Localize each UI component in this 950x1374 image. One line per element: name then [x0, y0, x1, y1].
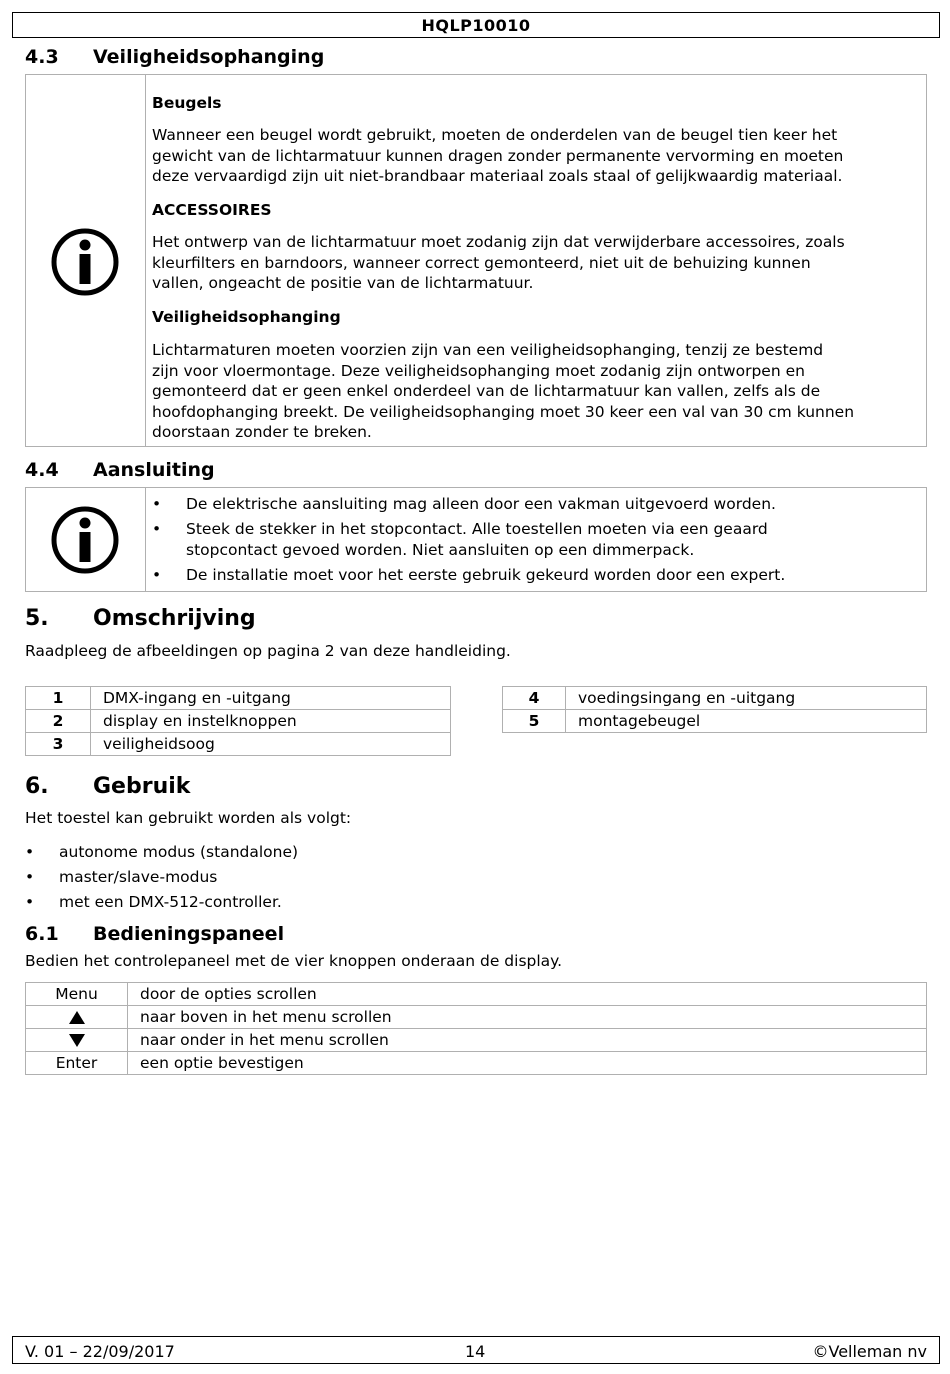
section-number: 4.3	[25, 46, 59, 68]
section-6-intro: Het toestel kan gebruikt worden als volgt:	[25, 809, 352, 827]
section-number: 6.1	[25, 923, 59, 945]
bullet: •	[25, 843, 35, 861]
model-title: HQLP10010	[421, 16, 531, 35]
section-5-heading	[25, 606, 525, 636]
section-title: Omschrijving	[93, 606, 256, 631]
section-6-1-intro: Bedien het controlepaneel met de vier knoppen onderaan de display.	[25, 952, 563, 970]
parts-table-right	[502, 686, 927, 733]
bullet: •	[25, 868, 35, 886]
list-item: • master/slave-modus	[25, 868, 218, 886]
control-panel-table	[25, 982, 927, 1075]
table-row: 1 DMX-ingang en -uitgang	[26, 687, 451, 710]
key-menu: Menu	[26, 983, 128, 1006]
page-header	[12, 12, 940, 38]
key-enter: Enter	[26, 1052, 128, 1075]
subheading-accessoires: ACCESSOIRES	[152, 201, 272, 219]
version-date: V. 01 – 22/09/2017	[25, 1342, 175, 1361]
section-title: Veiligheidsophanging	[93, 46, 325, 68]
list-item: • Steek de stekker in het stopcontact. Alle toestellen moeten via een geaard stopcontact gevoed worden. Niet aansluiten op een dimmerpack.	[152, 520, 768, 559]
table-row: naar boven in het menu scrollen	[26, 1006, 927, 1029]
table-row: 5 montagebeugel	[503, 710, 927, 733]
page-footer	[12, 1336, 940, 1364]
bullet: •	[152, 495, 162, 513]
icon-cell	[26, 488, 146, 591]
table-row: 3 veiligheidsoog	[26, 733, 451, 756]
section-4-3-heading	[25, 46, 525, 72]
list-item: • De elektrische aansluiting mag alleen door een vakman uitgevoerd worden.	[152, 495, 776, 513]
info-icon	[51, 228, 119, 296]
subheading-beugels: Beugels	[152, 94, 222, 112]
bullet: •	[25, 893, 35, 911]
section-4-4-heading	[25, 459, 525, 485]
bullet: •	[152, 520, 162, 538]
section-number: 4.4	[25, 459, 59, 481]
table-row: Menu door de opties scrollen	[26, 983, 927, 1006]
info-icon	[51, 506, 119, 574]
section-6-heading	[25, 774, 525, 804]
paragraph-beugels: Wanneer een beugel wordt gebruikt, moeten de onderdelen van de beugel tien keer het gewicht van de lichtarmatuur kunnen dragen zonder permanente vervorming en moeten deze vervaardigd zijn uit niet-brandbaar materiaal zoals staal of gelijkwaardig materiaal.	[152, 126, 844, 186]
parts-table-left	[25, 686, 451, 756]
key-up	[26, 1006, 128, 1029]
subheading-veiligheidsophanging: Veiligheidsophanging	[152, 308, 341, 326]
paragraph-accessoires: Het ontwerp van de lichtarmatuur moet zodanig zijn dat verwijderbare accessoires, zoals kleurfilters en barndoors, wanneer correct gemonteerd, niet uit de behuizing kunnen vallen, ongeacht de positie van de lichtarmatuur.	[152, 233, 845, 293]
section-title: Gebruik	[93, 774, 191, 799]
table-row: 4 voedingsingang en -uitgang	[503, 687, 927, 710]
table-row: naar onder in het menu scrollen	[26, 1029, 927, 1052]
section-title: Bedieningspaneel	[93, 923, 285, 945]
down-triangle-icon	[69, 1034, 85, 1047]
section-number: 6.	[25, 774, 49, 799]
table-row: Enter een optie bevestigen	[26, 1052, 927, 1075]
list-item: • autonome modus (standalone)	[25, 843, 299, 861]
section-title: Aansluiting	[93, 459, 215, 481]
list-item: • met een DMX-512-controller.	[25, 893, 282, 911]
safety-suspension-box	[25, 74, 927, 447]
section-5-intro: Raadpleeg de afbeeldingen op pagina 2 van deze handleiding.	[25, 642, 511, 660]
section-number: 5.	[25, 606, 49, 631]
copyright: ©Velleman nv	[812, 1342, 927, 1361]
bullet: •	[152, 566, 162, 584]
section-6-1-heading	[25, 923, 525, 949]
key-down	[26, 1029, 128, 1052]
icon-cell	[26, 75, 146, 446]
table-row: 2 display en instelknoppen	[26, 710, 451, 733]
connection-box	[25, 487, 927, 592]
list-item: • De installatie moet voor het eerste gebruik gekeurd worden door een expert.	[152, 566, 786, 584]
paragraph-veiligheidsophanging: Lichtarmaturen moeten voorzien zijn van een veiligheidsophanging, tenzij ze bestemd zijn voor vloermontage. Deze veiligheidsophanging moet zodanig zijn ontworpen en gemonteerd dat er geen enkel onderdeel van de lichtarmatuur kan vallen, zelfs als de hoofdophanging breekt. De veiligheidsophanging moet 30 keer een val van 30 cm kunnen doorstaan zonder te breken.	[152, 341, 855, 442]
page-number: 14	[465, 1342, 486, 1361]
up-triangle-icon	[69, 1011, 85, 1024]
